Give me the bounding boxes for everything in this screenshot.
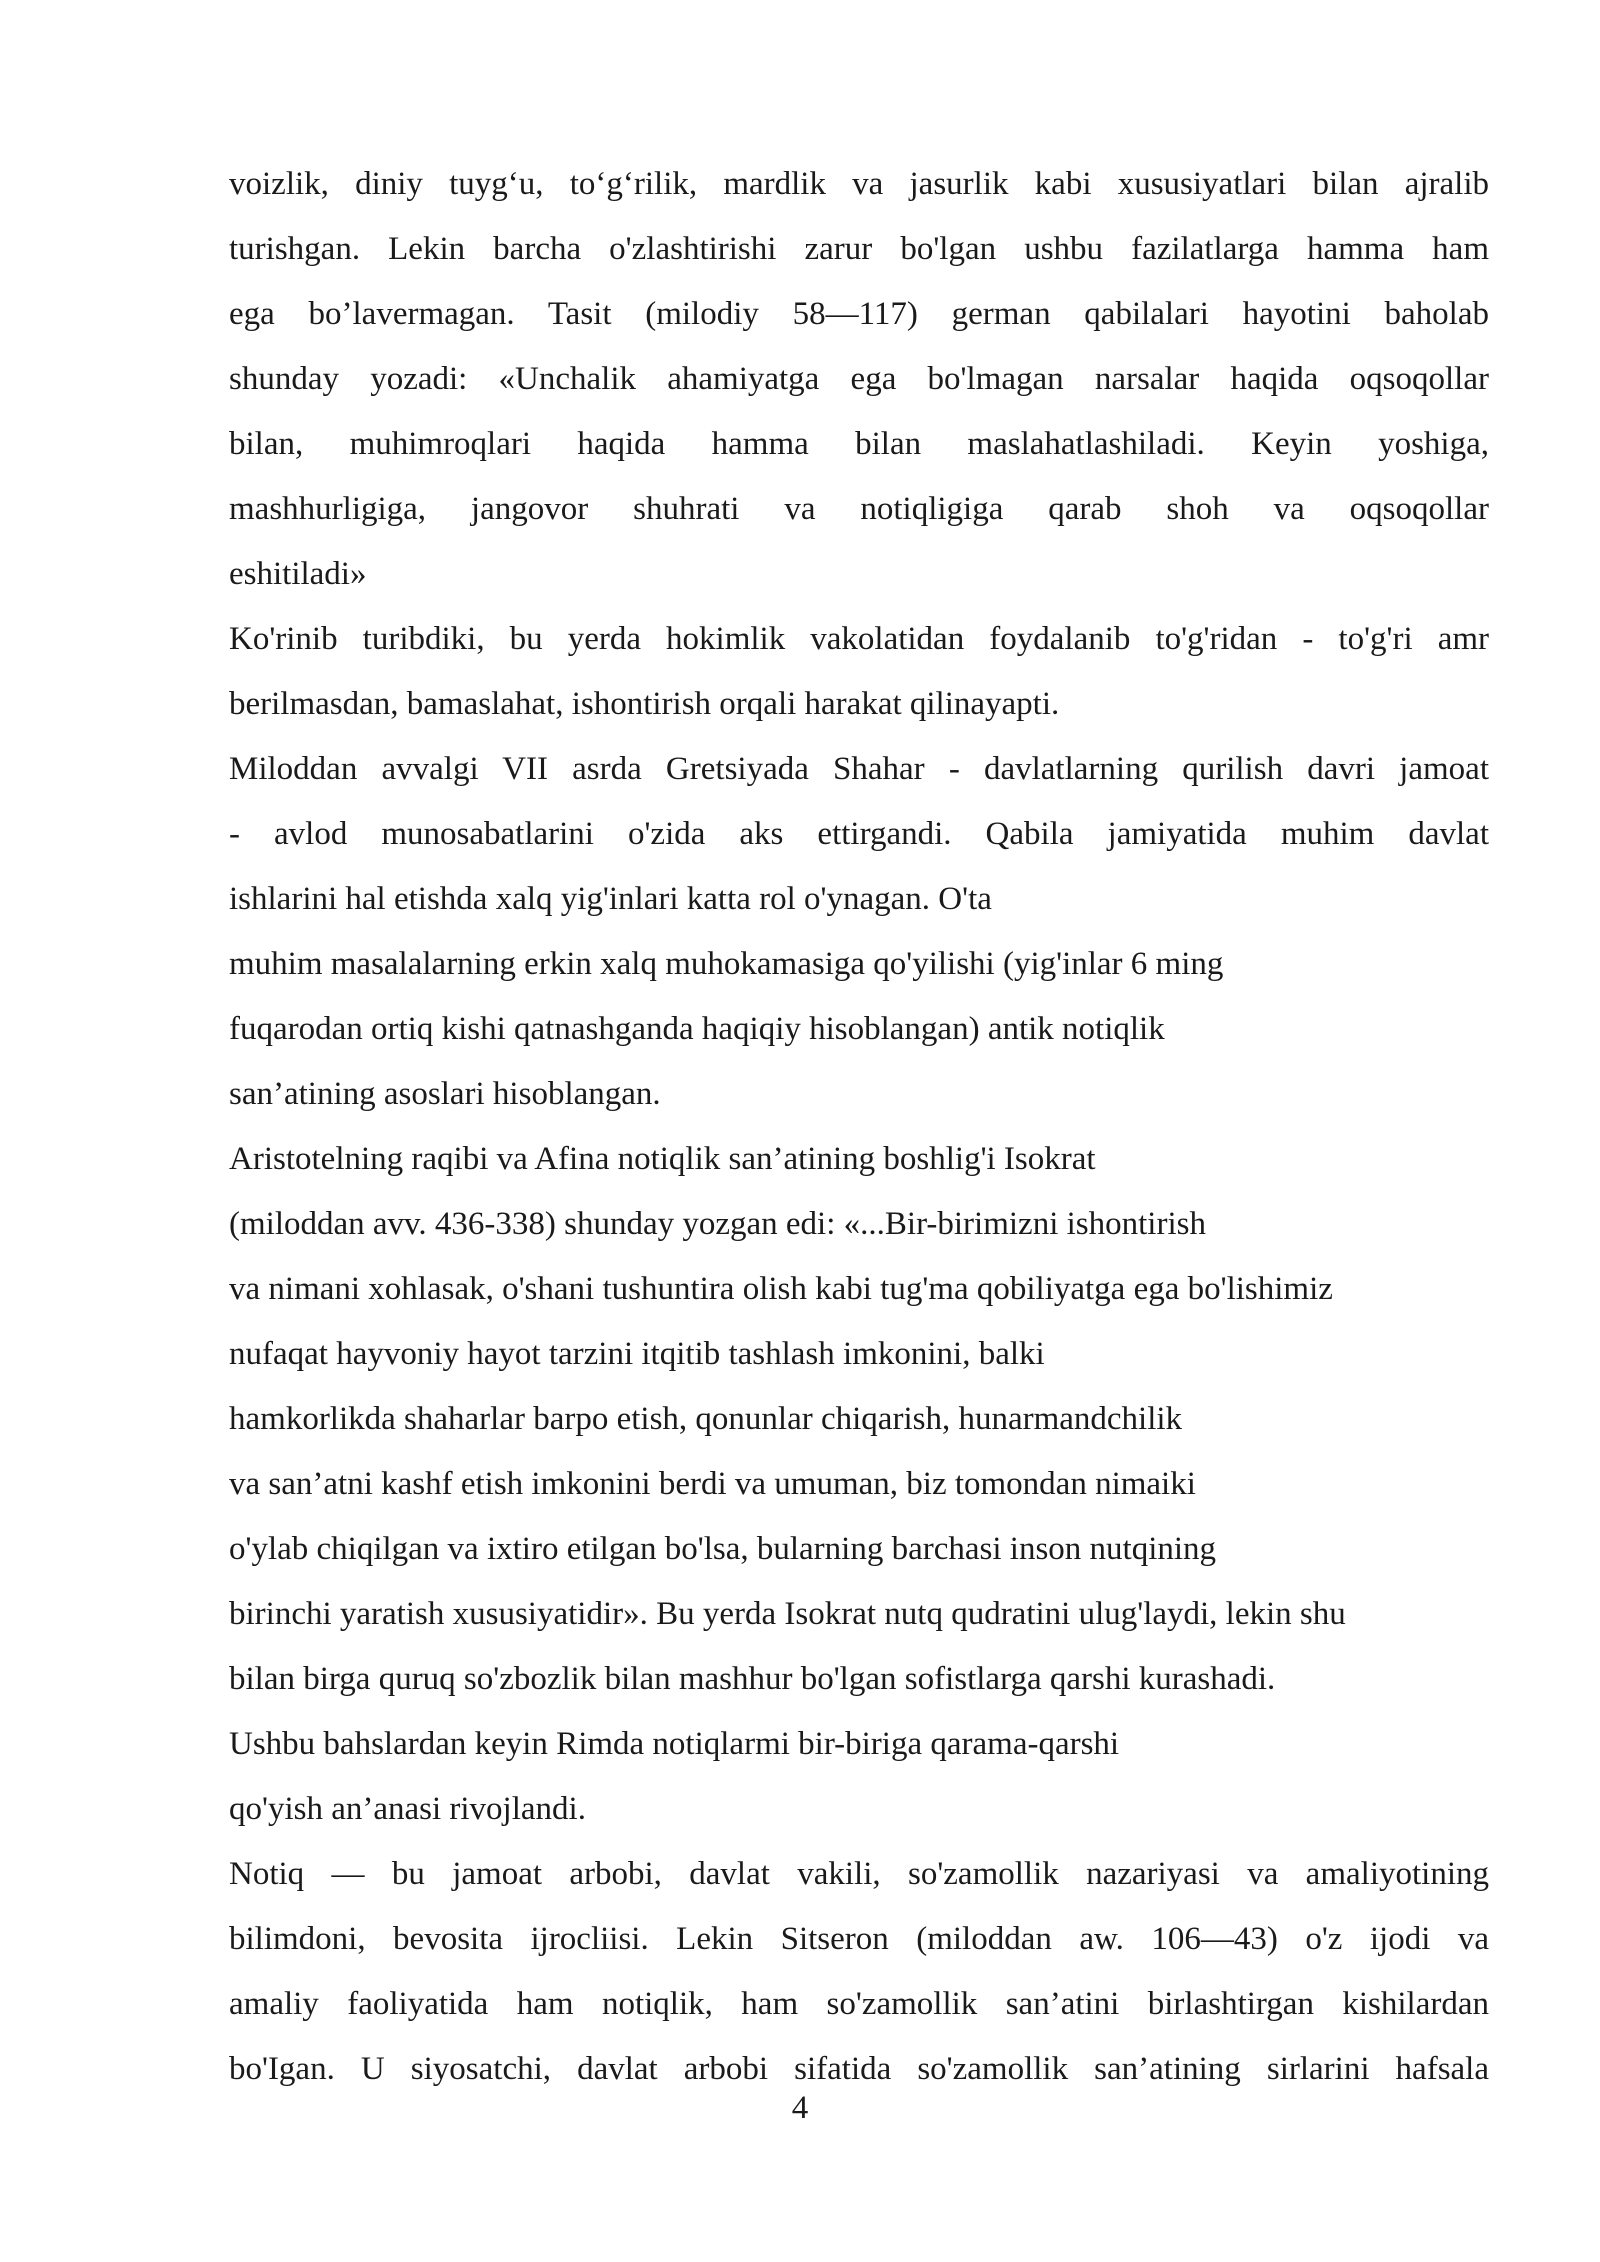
text-line: berilmasdan, bamaslahat, ishontirish orqali harakat qilinayapti. bbox=[229, 686, 1060, 722]
text-line: - avlod munosabatlarini o'zida aks ettirgandi. Qabila jamiyatida muhim davlat bbox=[229, 816, 1489, 852]
page-number: 4 bbox=[791, 2090, 809, 2126]
text-line: voizlik, diniy tuyg‘u, to‘g‘rilik, mardlik va jasurlik kabi xususiyatlari bilan ajralib bbox=[229, 166, 1489, 202]
text-line: Notiq — bu jamoat arbobi, davlat vakili, so'zamollik nazariyasi va amaliyotining bbox=[229, 1856, 1489, 1892]
text-line: amaliy faoliyatida ham notiqlik, ham so'zamollik san’atini birlashtirgan kishilardan bbox=[229, 1986, 1489, 2022]
text-line: shunday yozadi: «Unchalik ahamiyatga ega bo'lmagan narsalar haqida oqsoqollar bbox=[229, 361, 1489, 397]
text-line: (miloddan avv. 436-338) shunday yozgan edi: «...Bir-birimizni ishontirish bbox=[229, 1206, 1206, 1242]
text-line: qo'yish an’anasi rivojlandi. bbox=[229, 1791, 586, 1827]
text-line: bo'Igan. U siyosatchi, davlat arbobi sifatida so'zamollik san’atining sirlarini hafsala bbox=[229, 2051, 1489, 2087]
text-line: muhim masalalarning erkin xalq muhokamasiga qo'yilishi (yig'inlar 6 ming bbox=[229, 946, 1224, 982]
text-line: mashhurligiga, jangovor shuhrati va notiqligiga qarab shoh va oqsoqollar bbox=[229, 491, 1489, 527]
text-line: bilimdoni, bevosita ijrocliisi. Lekin Sitseron (miloddan aw. 106—43) o'z ijodi va bbox=[229, 1921, 1489, 1957]
text-line: ega bo’lavermagan. Tasit (milodiy 58—117) german qabilalari hayotini baholab bbox=[229, 296, 1489, 332]
text-line: hamkorlikda shaharlar barpo etish, qonunlar chiqarish, hunarmandchilik bbox=[229, 1401, 1183, 1437]
text-line: Miloddan avvalgi VII asrda Gretsiyada Shahar - davlatlarning qurilish davri jamoat bbox=[229, 751, 1489, 787]
text-line: va nimani xohlasak, o'shani tushuntira olish kabi tug'ma qobiliyatga ega bo'lishimiz bbox=[229, 1271, 1333, 1307]
text-line: ishlarini hal etishda xalq yig'inlari katta rol o'ynagan. O'ta bbox=[229, 881, 992, 917]
text-line: san’atining asoslari hisoblangan. bbox=[229, 1076, 661, 1112]
text-line: fuqarodan ortiq kishi qatnashganda haqiqiy hisoblangan) antik notiqlik bbox=[229, 1011, 1165, 1047]
body-text bbox=[229, 152, 1489, 2102]
text-line: va san’atni kashf etish imkonini berdi va umuman, biz tomondan nimaiki bbox=[229, 1466, 1196, 1502]
text-line: Ushbu bahslardan keyin Rimda notiqlarmi bir-biriga qarama-qarshi bbox=[229, 1726, 1120, 1762]
text-line: eshitiladi» bbox=[229, 556, 367, 592]
text-line: nufaqat hayvoniy hayot tarzini itqitib tashlash imkonini, balki bbox=[229, 1336, 1045, 1372]
text-line: birinchi yaratish xususiyatidir». Bu yerda Isokrat nutq qudratini ulug'laydi, lekin shu bbox=[229, 1596, 1346, 1632]
text-line: Aristotelning raqibi va Afina notiqlik san’atining boshlig'i Isokrat bbox=[229, 1141, 1096, 1177]
text-line: bilan birga quruq so'zbozlik bilan mashhur bo'lgan sofistlarga qarshi kurashadi. bbox=[229, 1661, 1276, 1697]
text-line: bilan, muhimroqlari haqida hamma bilan maslahatlashiladi. Keyin yoshiga, bbox=[229, 426, 1489, 462]
text-line: Ko'rinib turibdiki, bu yerda hokimlik vakolatidan foydalanib to'g'ridan - to'g'ri amr bbox=[229, 621, 1489, 657]
text-line: o'ylab chiqilgan va ixtiro etilgan bo'lsa, bularning barchasi inson nutqining bbox=[229, 1531, 1217, 1567]
text-line: turishgan. Lekin barcha o'zlashtirishi zarur bo'lgan ushbu fazilatlarga hamma ham bbox=[229, 231, 1489, 267]
